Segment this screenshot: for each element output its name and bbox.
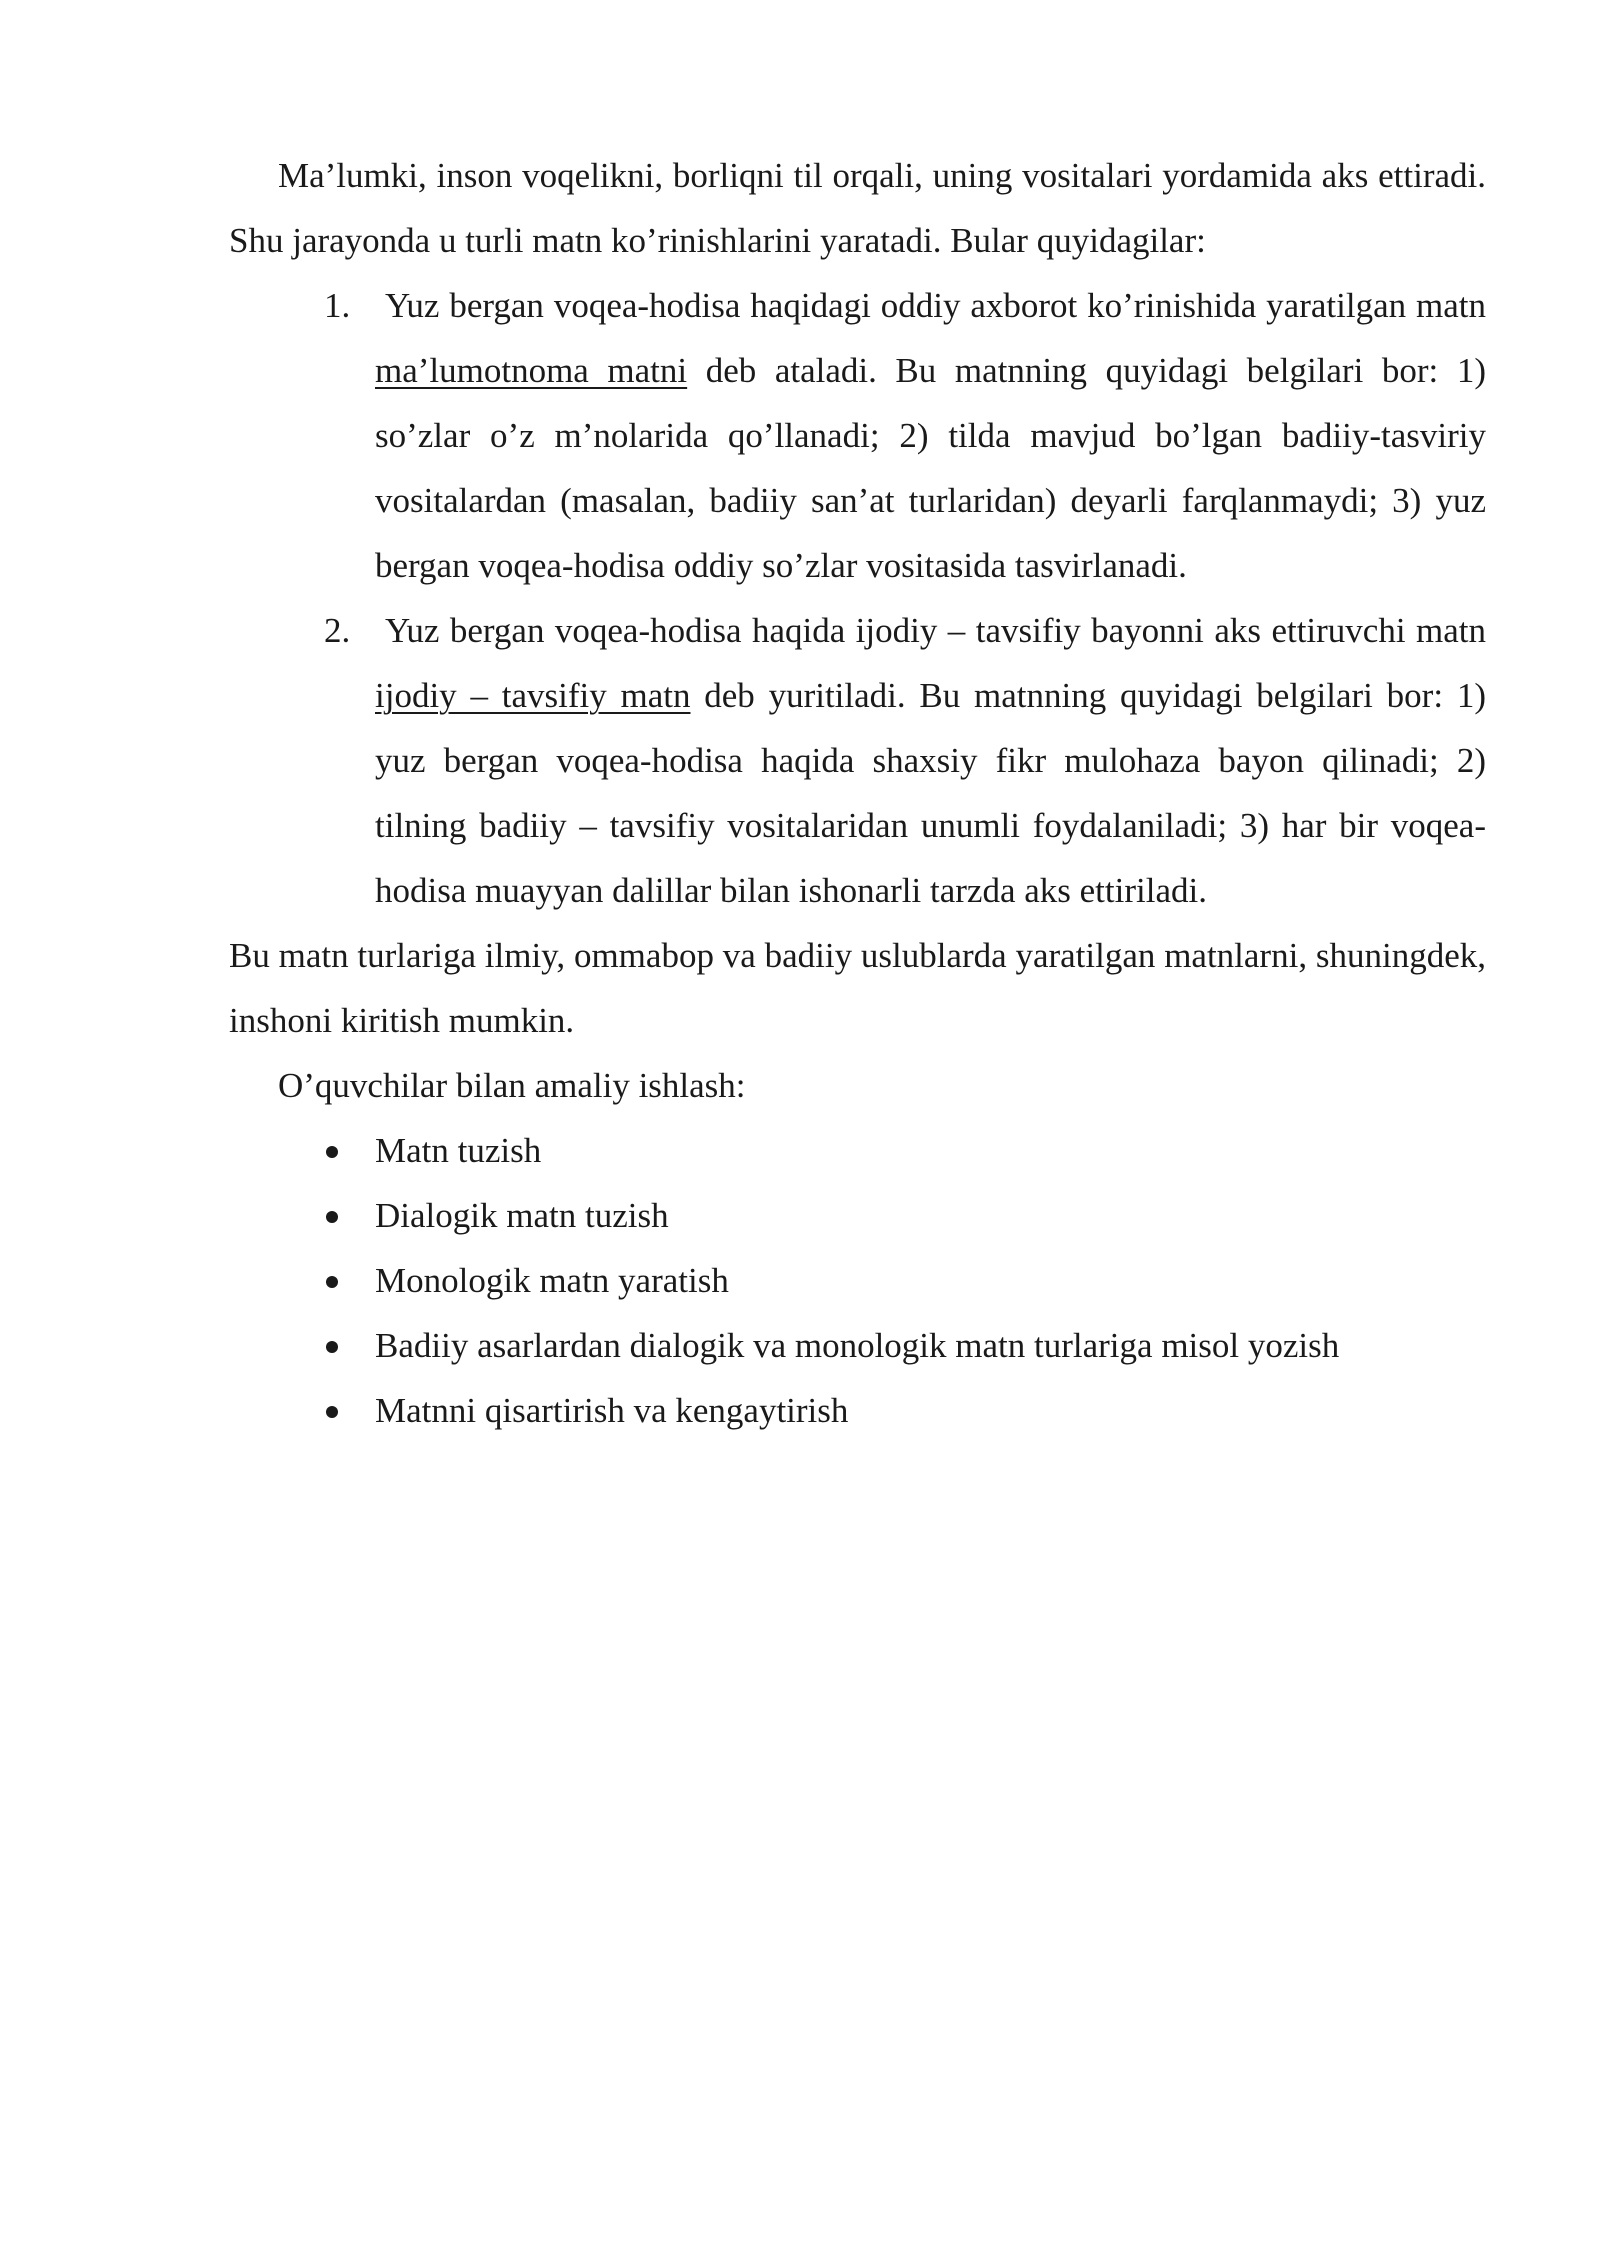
bullet-item-text: Matn tuzish	[375, 1131, 542, 1170]
list-item-informational-text	[229, 273, 1486, 598]
bullet-item-text: Monologik matn yaratish	[375, 1261, 729, 1300]
exercise-heading: O’quvchilar bilan amaliy ishlash:	[278, 1066, 746, 1105]
closing-paragraph: Bu matn turlariga ilmiy, ommabop va badiiy uslublarda yaratilgan matnlarni, shuningdek, inshoni kiritish mumkin.	[229, 936, 1486, 1040]
bullet-item	[229, 1183, 1486, 1248]
underlined-term: ma’lumotnoma matni	[375, 351, 688, 390]
list-item-descriptive-text	[229, 598, 1486, 923]
bullet-item	[229, 1118, 1486, 1183]
bullet-dot-icon	[326, 1406, 338, 1418]
bullet-dot-icon	[326, 1276, 338, 1288]
list-item-text-start: Yuz bergan voqea-hodisa haqida ijodiy – tavsifiy bayonni aks ettiruvchi matn	[385, 611, 1486, 650]
bullet-item	[229, 1313, 1486, 1378]
bullet-item-text: Matnni qisartirish va kengaytirish	[375, 1391, 849, 1430]
list-item-text-end: deb ataladi. Bu matnning quyidagi belgilari bor: 1) so’zlar o’z m’nolarida qo’llanadi; 2) tilda mavjud bo’lgan badiiy-tasviriy vositalardan (masalan, badiiy san’at turlaridan) deyarli farqlanmaydi; 3) yuz bergan voqea-hodisa oddiy so’zlar vositasida tasvirlanadi.	[375, 351, 1486, 585]
list-item-text-end: deb yuritiladi. Bu matnning quyidagi belgilari bor: 1) yuz bergan voqea-hodisa haqida shaxsiy fikr mulohaza bayon qilinadi; 2) tilning badiiy – tavsifiy vositalaridan unumli foydalaniladi; 3) har bir voqea-hodisa muayyan dalillar bilan ishonarli tarzda aks ettiriladi.	[375, 676, 1486, 910]
list-item-number: 2.	[324, 611, 351, 650]
bullet-item-text: Dialogik matn tuzish	[375, 1196, 669, 1235]
bullet-item-text: Badiiy asarlardan dialogik va monologik matn turlariga misol yozish	[375, 1326, 1340, 1365]
bullet-dot-icon	[326, 1146, 338, 1158]
document-body	[229, 143, 1486, 1443]
text-types-list	[229, 273, 1486, 923]
bullet-item	[229, 1248, 1486, 1313]
list-item-text-start: Yuz bergan voqea-hodisa haqidagi oddiy axborot ko’rinishida yaratilgan matn	[385, 286, 1486, 325]
exercise-list	[229, 1118, 1486, 1443]
bullet-dot-icon	[326, 1211, 338, 1223]
bullet-item	[229, 1378, 1486, 1443]
intro-paragraph: Ma’lumki, inson voqelikni, borliqni til orqali, uning vositalari yordamida aks ettiradi. Shu jarayonda u turli matn ko’rinishlarini yaratadi. Bular quyidagilar:	[229, 156, 1486, 260]
bullet-dot-icon	[326, 1341, 338, 1353]
list-item-number: 1.	[324, 286, 351, 325]
underlined-term: ijodiy – tavsifiy matn	[375, 676, 691, 715]
